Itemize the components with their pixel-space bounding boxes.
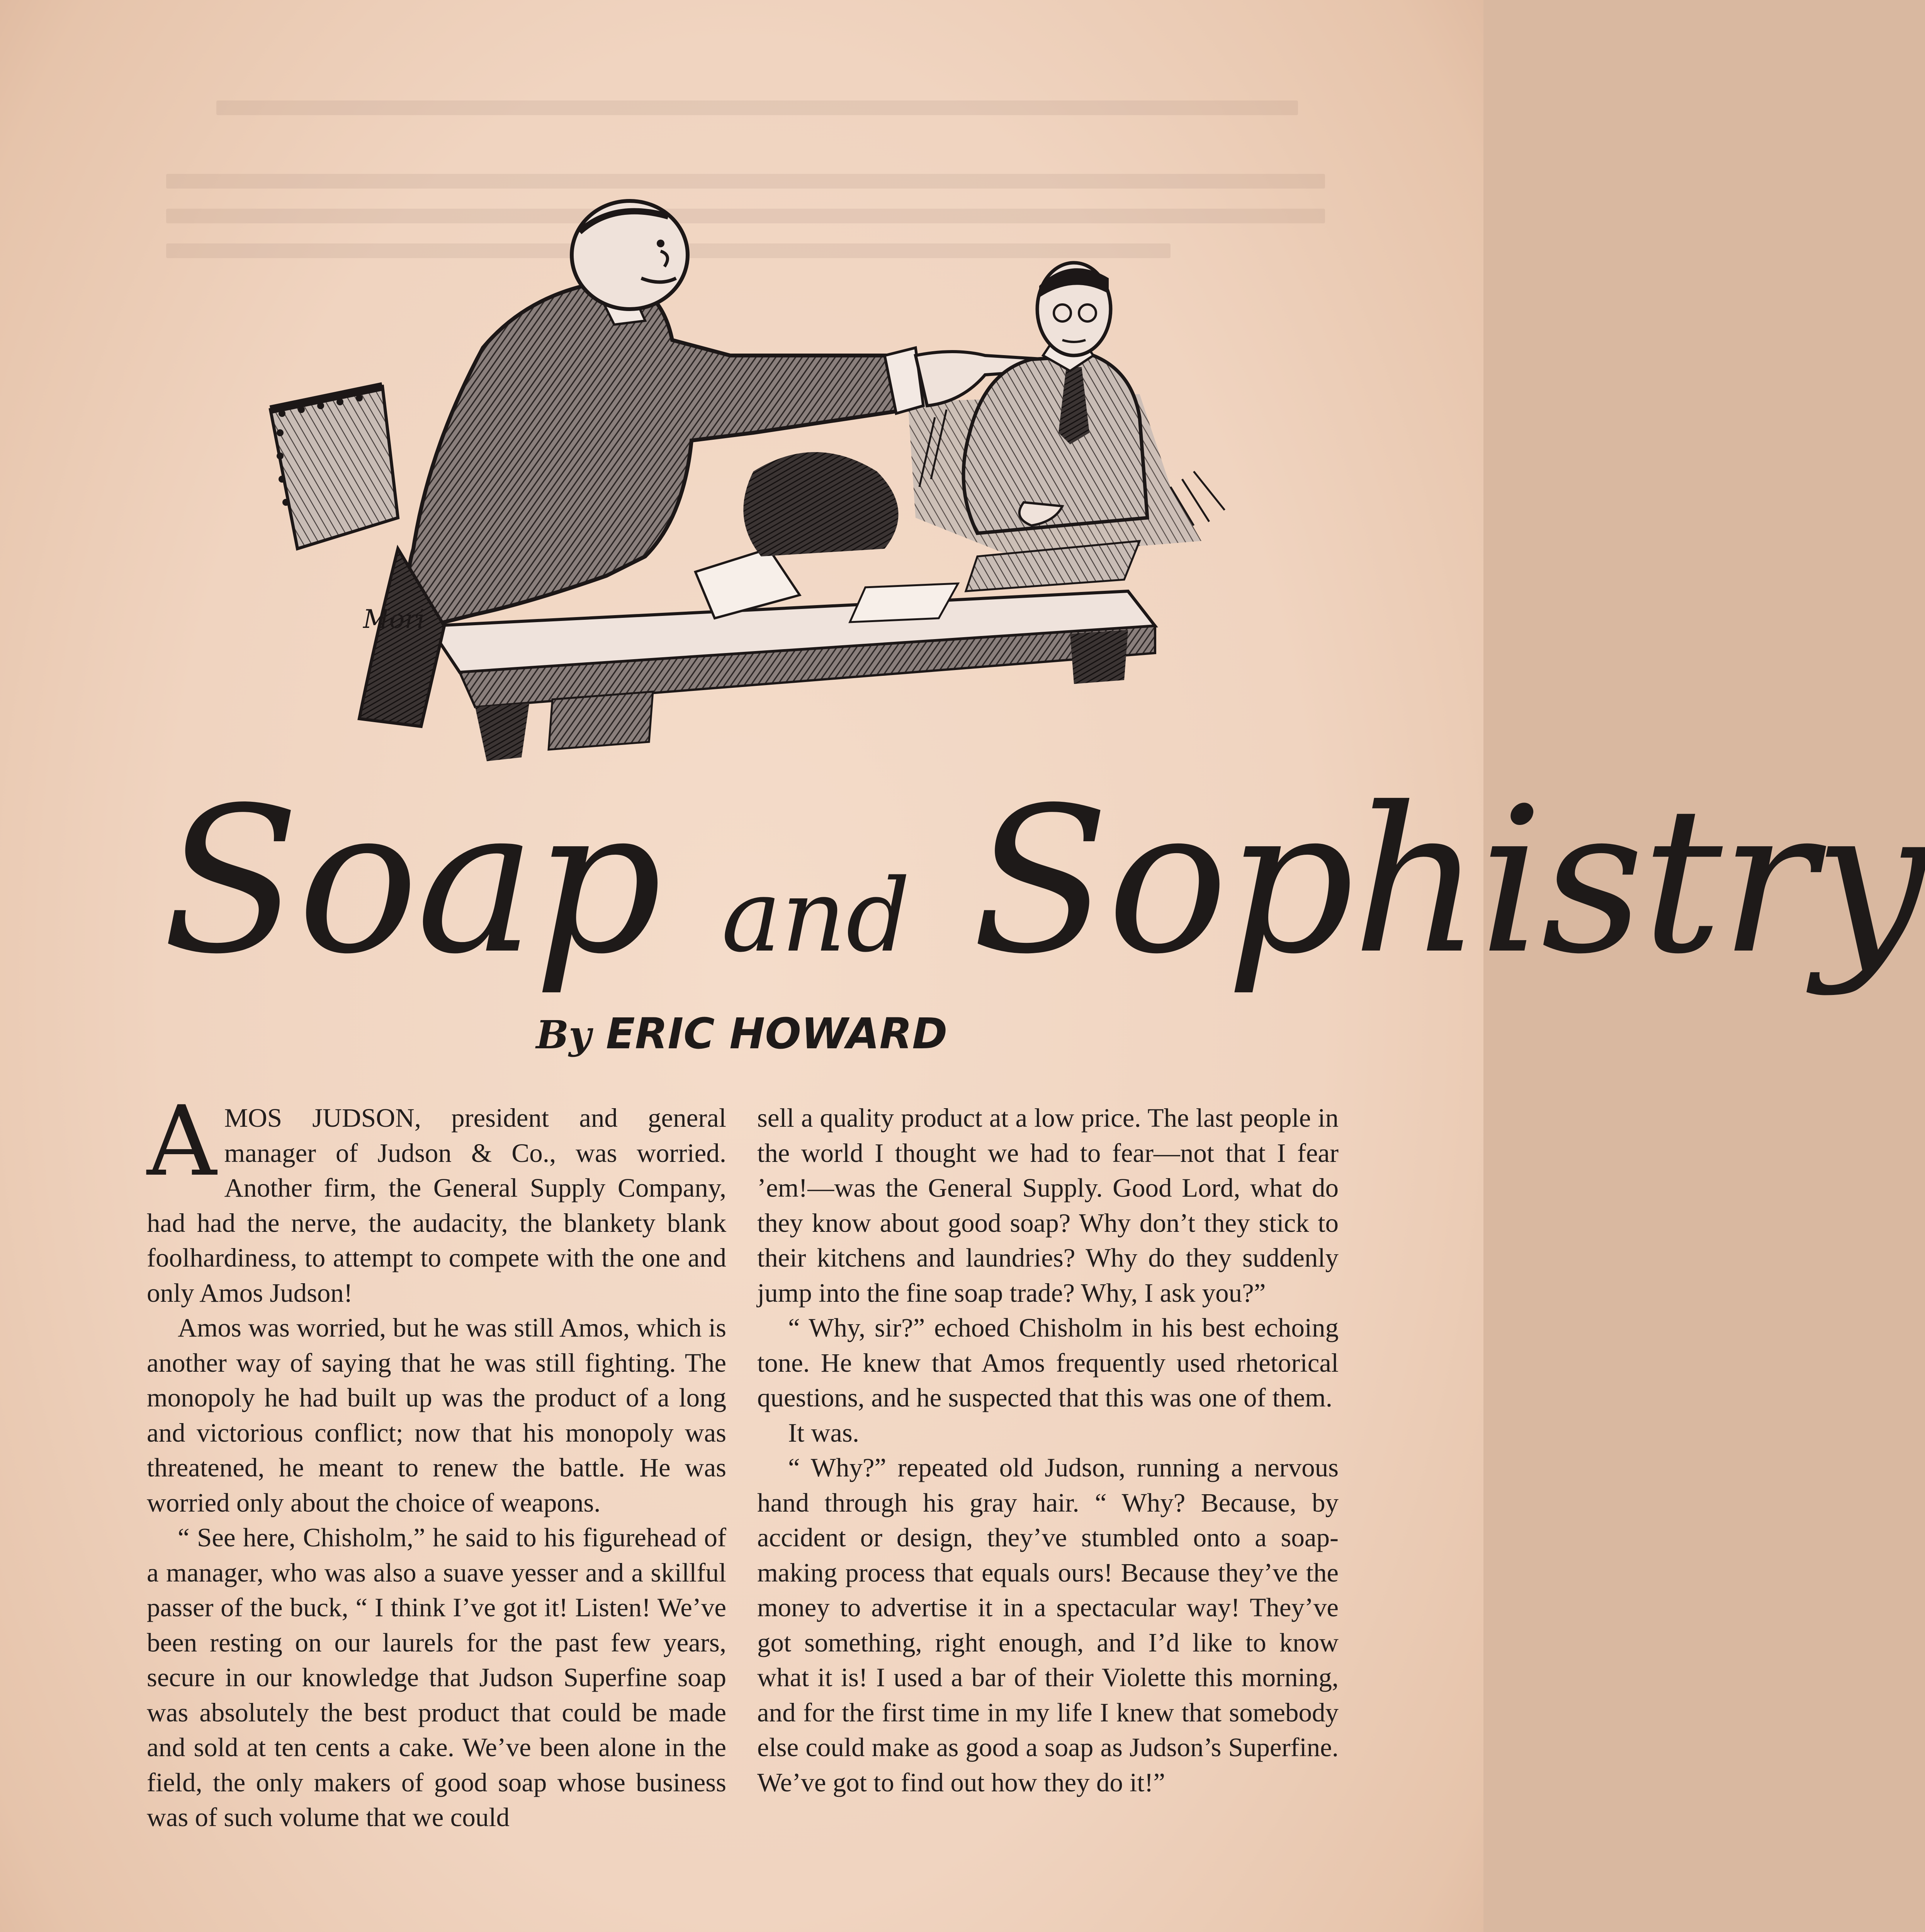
drop-cap: A [147, 1085, 217, 1197]
paragraph: Amos was worried, but he was still Amos, which is another way of saying that he was still fighting. The monopoly he had built up was the product of a long and victorious conflict; now that his monopoly was threatened, he meant to renew the battle. He was worried only about the choice of weapons. [147, 1313, 726, 1517]
artist-signature: Mori [363, 604, 425, 634]
title-word-and: and [721, 858, 911, 975]
title-word-soap: Soap [162, 764, 660, 998]
story-title [162, 757, 1925, 1005]
paragraph: “ See here, Chisholm,” he said to his figurehead of a manager, who was also a suave yesser and a skillful passer of the buck, “ I think I’ve got it! Listen! We’ve been resting on our laurels for the past few years, secure in our knowledge that Judson Superfine soap was absolutely the best product that could be made and sold at ten cents a cake. We’ve been alone in the field, the only makers of good soap whose business was of such volume that we could [147, 1523, 726, 1832]
text-column-left [147, 1085, 726, 1835]
paragraph: “ Why?” repeated old Judson, running a nervous hand through his gray hair. “ Why? Because, by accident or design, they’ve stumbled onto a soap-making process that equals ours! Because they’ve the money to advertise it in a spectacular way! They’ve got something, right enough, and I’d like to know what it is! I used a bar of their Violette this morning, and for the first time in my life I knew that somebody else could make as good a soap as Judson’s Superfine. We’ve got to find out how they do it!” [757, 1453, 1339, 1797]
show-through-text [216, 100, 1298, 115]
title-word-sophistry: Sophistry [972, 764, 1925, 998]
byline [162, 1005, 1321, 1064]
paragraph [147, 1085, 726, 1310]
paragraph: “ Why, sir?” echoed Chisholm in his best echoing tone. He knew that Amos frequently used rhetorical questions, and he suspected that this was one of them. [757, 1313, 1339, 1412]
paragraph: It was. [788, 1418, 859, 1447]
byline-by: By [536, 1012, 591, 1058]
text-column-right [757, 1100, 1339, 1800]
story-illustration [182, 139, 1283, 773]
paragraph: sell a quality product at a low price. The last people in the world I thought we had to fear—not that I fear ’em!—was the General Supply. Good Lord, what do they know about good soap? Why don’t they stick to their kitchens and laundries? Why do they suddenly jump into the fine soap trade? Why, I ask you?” [757, 1103, 1339, 1308]
byline-author: ERIC HOWARD [606, 1009, 948, 1058]
paragraph-text: MOS JUDSON, president and general manager of Judson & Co., was worried. Another firm, the General Supply Company, had had the nerve, the audacity, the blankety blank foolhardiness, to attempt to compete with the one and only Amos Judson! [147, 1103, 726, 1308]
